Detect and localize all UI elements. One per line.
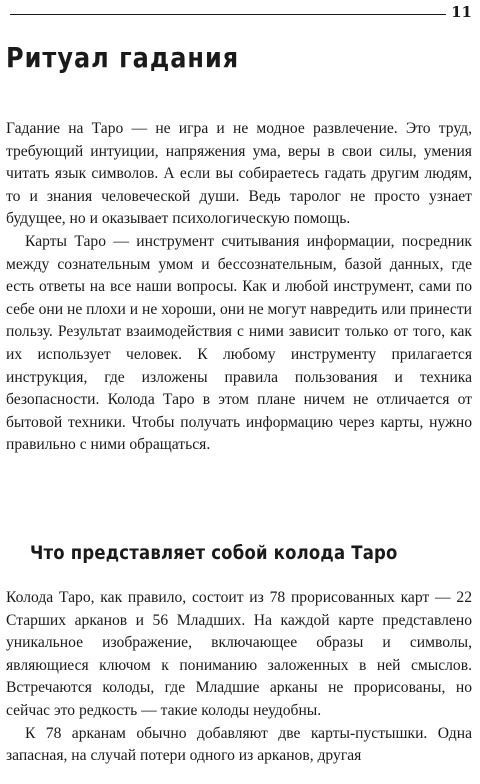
section-ritual-body: [6, 118, 472, 457]
paragraph: Колода Таро, как правило, состоит из 78 прорисованных карт — 22 Старших арканов и 56 Младших. На каждой карте представлено уникальное изображение, включающее образы и символы, являющиеся ключом к пониманию заложенных в ней смыслов. Встречаются колоды, где Младшие арканы не прорисованы, но сейчас это редкость — такие колоды неудобны.: [6, 589, 472, 719]
section-heading: Что представляет собой колода Таро: [30, 542, 398, 564]
section-deck-body: [6, 587, 472, 768]
chapter-title: Ритуал гадания: [6, 41, 240, 74]
paragraph: Карты Таро — инструмент считывания информации, посредник между сознательным умом и бессознательным, базой данных, где есть ответы на все наши вопросы. Как и любой инструмент, сами по себе они не плохи и не хороши, они не могут навредить или принести пользу. Результат взаимодействия с ними зависит только от того, как их использует человек. К любому инструменту прилагается инструкция, где изложены правила пользования и техника безопасности. Колода Таро в этом плане ничем не отличается от бытовой техники. Чтобы получать информацию через карты, нужно правильно с ними обращаться.: [6, 232, 472, 454]
header-rule: [10, 14, 446, 15]
paragraph: Гадание на Таро — не игра и не модное развлечение. Это труд, требующий интуиции, напряжения ума, веры в свои силы, умения читать язык символов. А если вы собираетесь гадать другим людям, то и знания человеческой души. Ведь таролог не просто узнает будущее, но и оказывает психологическую помощь.: [6, 120, 472, 228]
page-number: 11: [451, 3, 472, 21]
page-header: [0, 0, 480, 26]
paragraph: К 78 арканам обычно добавляют две карты-пустышки. Одна запасная, на случай потери одного из арканов, другая: [6, 724, 472, 765]
